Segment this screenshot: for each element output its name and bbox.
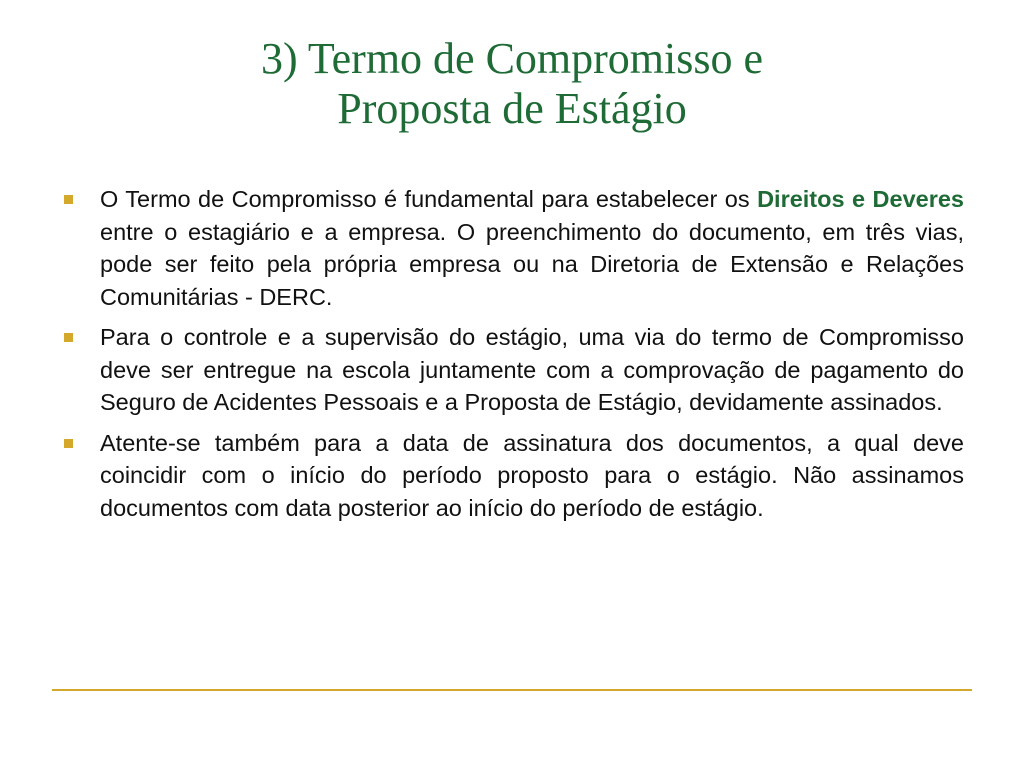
bullet-1-emphasis: Direitos e Deveres — [757, 186, 964, 212]
bullet-2-text: Para o controle e a supervisão do estágio, uma via do termo de Compromisso deve ser entregue na escola juntamente com a comprovação de pagamento do Seguro de Acidentes Pessoais e a Proposta de Estágio, devidamente assinados. — [100, 324, 964, 415]
square-bullet-icon — [64, 439, 73, 448]
bullet-item-1 — [62, 183, 964, 313]
bullet-list — [62, 183, 964, 532]
bullet-3-text: Atente-se também para a data de assinatura dos documentos, a qual deve coincidir com o início do período proposto para o estágio. Não assinamos documentos com data posterior ao início do período de estágio. — [100, 429, 964, 521]
slide-title-line-1: 3) Termo de Compromisso e — [260, 34, 764, 83]
footer-divider — [52, 689, 972, 691]
slide-title — [80, 34, 944, 134]
slide-title-line-2: Proposta de Estágio — [337, 84, 687, 133]
bullet-item-2 — [62, 321, 964, 419]
bullet-item-3 — [62, 427, 964, 525]
bullet-1-text-after: entre o estagiário e a empresa. O preenchimento do documento, em três vias, pode ser feito pela própria empresa ou na Diretoria de Extensão e Relações Comunitárias - DERC. — [100, 218, 964, 310]
bullet-1-text-before: O Termo de Compromisso é fundamental para estabelecer os — [100, 186, 758, 212]
square-bullet-icon — [64, 195, 73, 204]
square-bullet-icon — [64, 333, 73, 342]
